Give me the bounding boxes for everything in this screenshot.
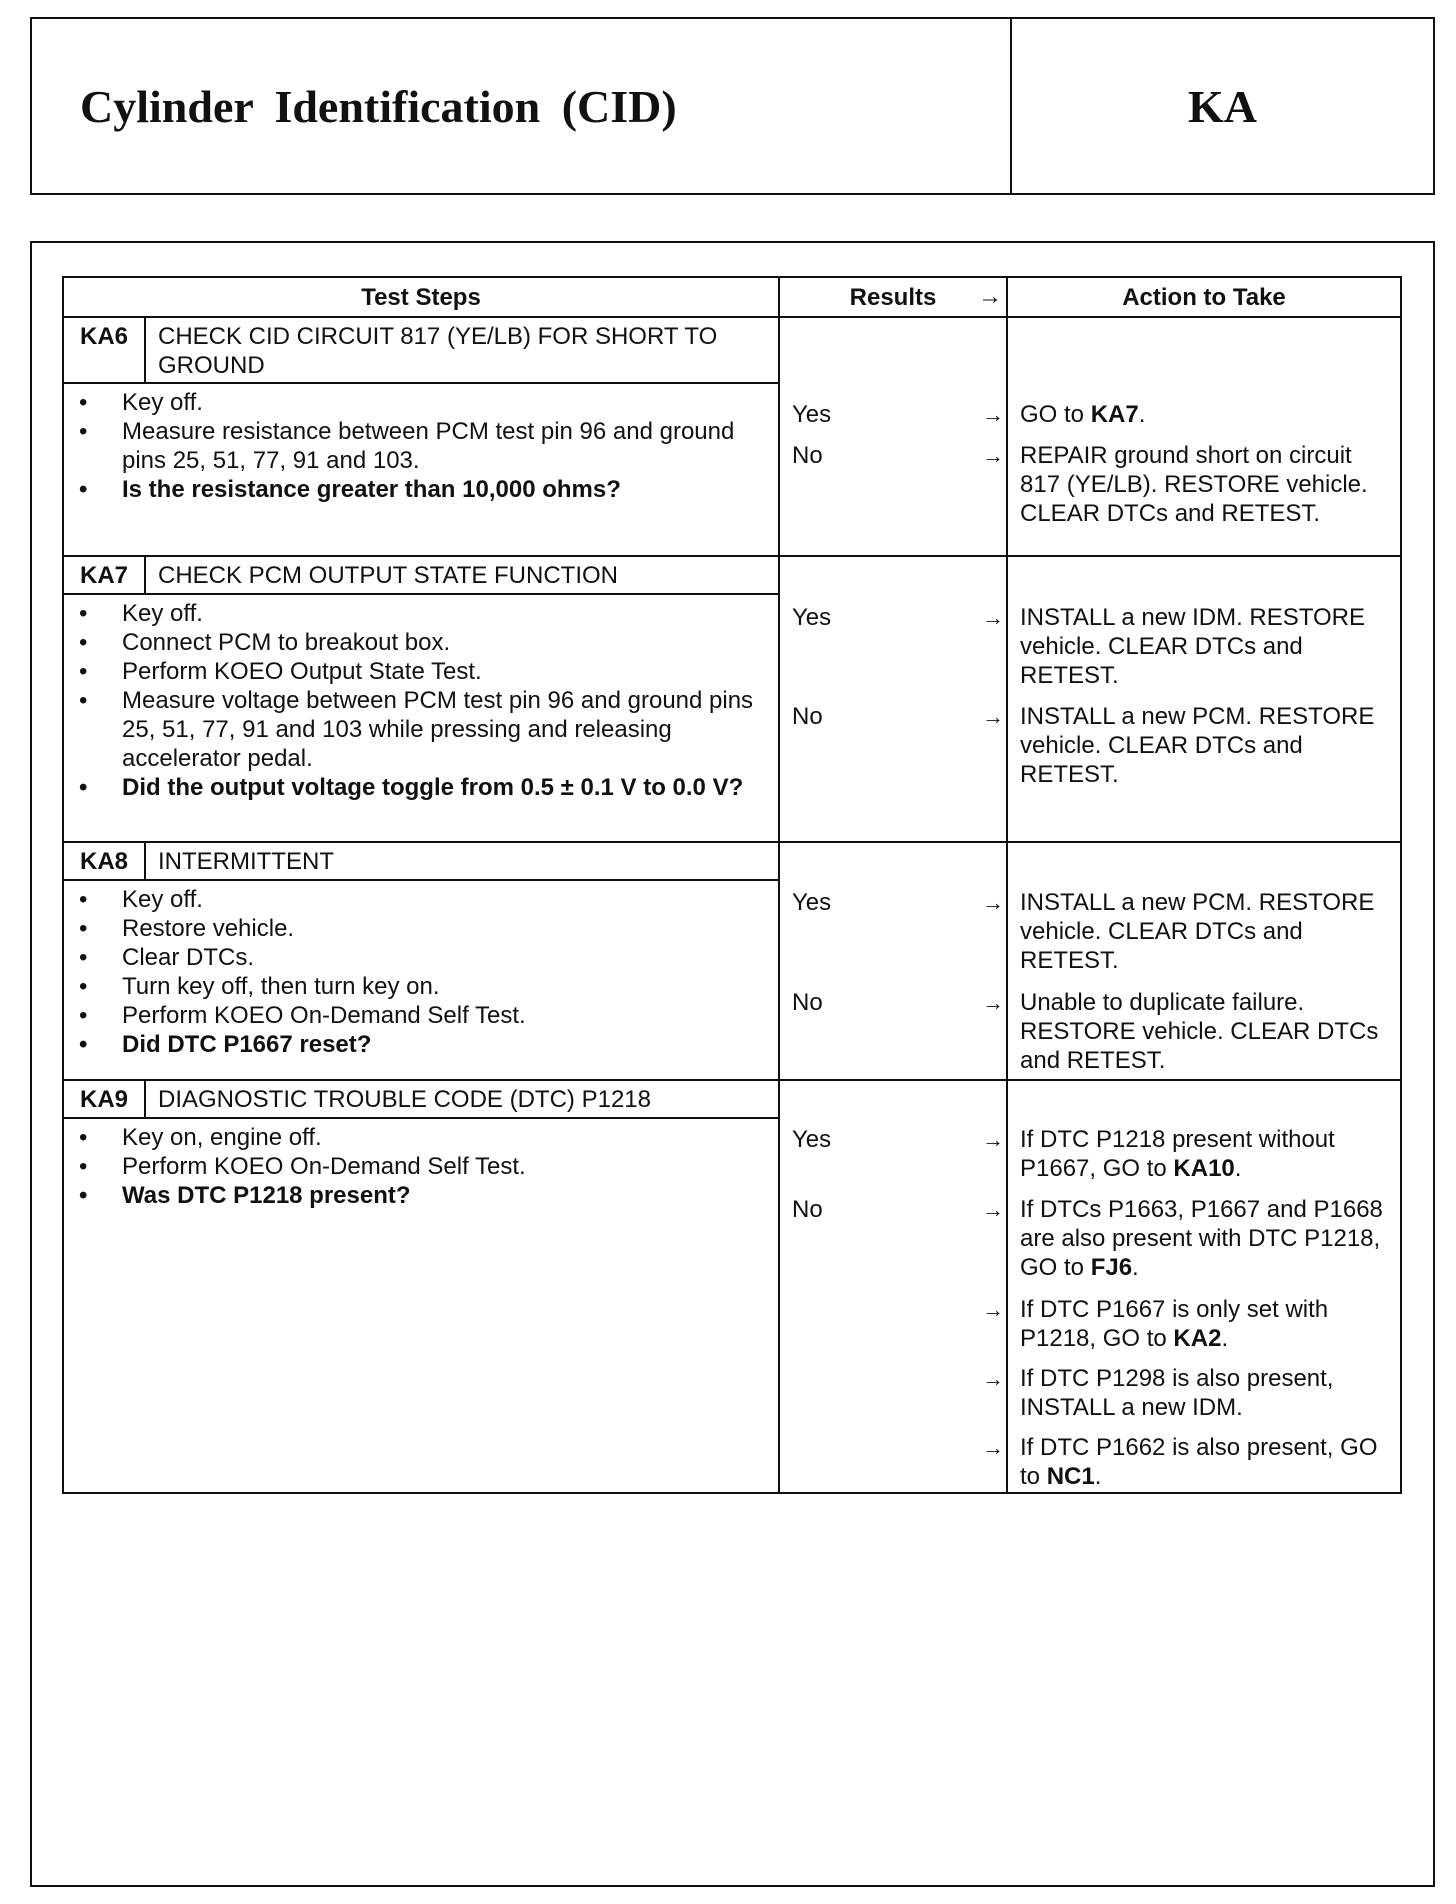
result-value: No [792, 989, 823, 1016]
action-text-part: If DTC P1218 present without P1667, GO to [1020, 1126, 1335, 1182]
table-header-row [63, 277, 1401, 317]
list-item-question: • Is the resistance greater than 10,000 ohms? [76, 475, 770, 504]
action-text [1020, 1295, 1394, 1353]
results-cell [779, 842, 1007, 1080]
action-text [1020, 1364, 1394, 1422]
action-text-part: . [1094, 1463, 1102, 1490]
action-text [1020, 441, 1394, 528]
result-value: Yes [792, 1126, 832, 1153]
action-text [1020, 400, 1394, 429]
action-text [1020, 1125, 1394, 1183]
action-text-part: . [1138, 401, 1146, 428]
results-cell [779, 1080, 1007, 1493]
action-cell [1007, 556, 1401, 842]
results-cell [779, 317, 1007, 556]
list-item: • Turn key off, then turn key on. [76, 972, 770, 1001]
action-text-part: If DTCs P1663, P1667 and P1668 are also present with DTC P1218, GO to [1020, 1196, 1383, 1281]
result-value: No [792, 703, 823, 730]
arrow-right-icon: → [982, 1127, 1004, 1152]
action-text-part: If DTC P1662 is also present, GO to [1020, 1434, 1378, 1490]
arrow-right-icon: → [982, 1197, 1004, 1222]
step-instructions [63, 594, 779, 842]
step-ka6 [63, 317, 1401, 556]
list-item: • Restore vehicle. [76, 914, 770, 943]
action-text [1020, 888, 1394, 975]
arrow-right-icon: → [982, 1297, 1004, 1322]
section-code: KA [1188, 80, 1257, 132]
step-instructions [63, 880, 779, 1080]
list-item: • Clear DTCs. [76, 943, 770, 972]
action-text [1020, 1195, 1394, 1282]
action-text-part: INSTALL a new IDM. RESTORE vehicle. CLEAR DTCs and RETEST. [1020, 604, 1365, 689]
action-cell [1007, 1080, 1401, 1493]
arrow-right-icon: → [982, 1366, 1004, 1391]
list-item: • Key off. [76, 599, 770, 628]
arrow-right-icon: → [982, 890, 1004, 915]
arrow-right-icon: → [982, 704, 1004, 729]
action-text-part: INSTALL a new PCM. RESTORE vehicle. CLEAR DTCs and RETEST. [1020, 703, 1375, 788]
arrow-right-icon: → [982, 1435, 1004, 1460]
step-title: DIAGNOSTIC TROUBLE CODE (DTC) P1218 [145, 1080, 779, 1118]
step-title: CHECK CID CIRCUIT 817 (YE/LB) FOR SHORT TO GROUND [145, 317, 779, 383]
action-cell [1007, 842, 1401, 1080]
list-item: • Perform KOEO Output State Test. [76, 657, 770, 686]
action-text-part: If DTC P1298 is also present, INSTALL a new IDM. [1020, 1365, 1334, 1421]
step-instructions [63, 1118, 779, 1493]
step-number: KA7 [63, 556, 145, 594]
col-header-test-steps: Test Steps [63, 277, 779, 317]
list-item: • Measure resistance between PCM test pin 96 and ground pins 25, 51, 77, 91 and 103. [76, 417, 770, 475]
result-value: Yes [792, 401, 832, 428]
test-steps-table [62, 276, 1402, 1494]
action-step-link: KA2 [1173, 1325, 1222, 1352]
col-header-results-label: Results [849, 283, 937, 311]
step-ka7 [63, 556, 1401, 842]
action-text [1020, 988, 1394, 1075]
step-number: KA6 [63, 317, 145, 383]
arrow-right-icon: → [978, 283, 1002, 310]
step-number: KA8 [63, 842, 145, 880]
list-item: • Key on, engine off. [76, 1123, 770, 1152]
step-instructions [63, 383, 779, 556]
result-value: No [792, 442, 823, 469]
action-text [1020, 702, 1394, 789]
arrow-right-icon: → [982, 605, 1004, 630]
step-number: KA9 [63, 1080, 145, 1118]
step-title: CHECK PCM OUTPUT STATE FUNCTION [145, 556, 779, 594]
action-text-part: If DTC P1667 is only set with P1218, GO to [1020, 1296, 1329, 1352]
list-item: • Perform KOEO On-Demand Self Test. [76, 1001, 770, 1030]
action-text-part: GO to [1020, 401, 1091, 428]
action-text-part: REPAIR ground short on circuit 817 (YE/LB). RESTORE vehicle. CLEAR DTCs and RETEST. [1020, 442, 1368, 527]
col-header-results [779, 277, 1007, 317]
arrow-right-icon: → [982, 443, 1004, 468]
list-item: • Connect PCM to breakout box. [76, 628, 770, 657]
results-cell [779, 556, 1007, 842]
header-box [30, 17, 1435, 195]
action-text-part: . [1221, 1325, 1229, 1352]
result-value: Yes [792, 889, 832, 916]
action-step-link: KA7 [1090, 401, 1139, 428]
step-ka9 [63, 1080, 1401, 1493]
list-item-question: • Was DTC P1218 present? [76, 1181, 770, 1210]
step-ka8 [63, 842, 1401, 1080]
action-text-part: . [1132, 1254, 1139, 1281]
action-text-part: Unable to duplicate failure. RESTORE vehicle. CLEAR DTCs and RETEST. [1020, 989, 1379, 1074]
list-item: • Perform KOEO On-Demand Self Test. [76, 1152, 770, 1181]
list-item: • Key off. [76, 388, 770, 417]
action-text [1020, 603, 1394, 690]
result-value: Yes [792, 604, 832, 631]
list-item: • Measure voltage between PCM test pin 96 and ground pins 25, 51, 77, 91 and 103 while pressing and releasing accelerator pedal. [76, 686, 770, 773]
action-text [1020, 1433, 1394, 1491]
action-step-link: NC1 [1046, 1463, 1095, 1490]
page-title: Cylinder Identification (CID) [32, 19, 1012, 193]
list-item-question: • Did DTC P1667 reset? [76, 1030, 770, 1059]
arrow-right-icon: → [982, 402, 1004, 427]
action-step-link: FJ6 [1090, 1254, 1133, 1281]
arrow-right-icon: → [982, 990, 1004, 1015]
list-item: • Key off. [76, 885, 770, 914]
action-text-part: . [1234, 1155, 1242, 1182]
col-header-action: Action to Take [1007, 277, 1401, 317]
result-value: No [792, 1196, 823, 1223]
action-text-part: INSTALL a new PCM. RESTORE vehicle. CLEAR DTCs and RETEST. [1020, 889, 1375, 974]
step-title: INTERMITTENT [145, 842, 779, 880]
action-step-link: KA10 [1173, 1155, 1235, 1182]
list-item-question: • Did the output voltage toggle from 0.5 ± 0.1 V to 0.0 V? [76, 773, 770, 802]
action-cell [1007, 317, 1401, 556]
